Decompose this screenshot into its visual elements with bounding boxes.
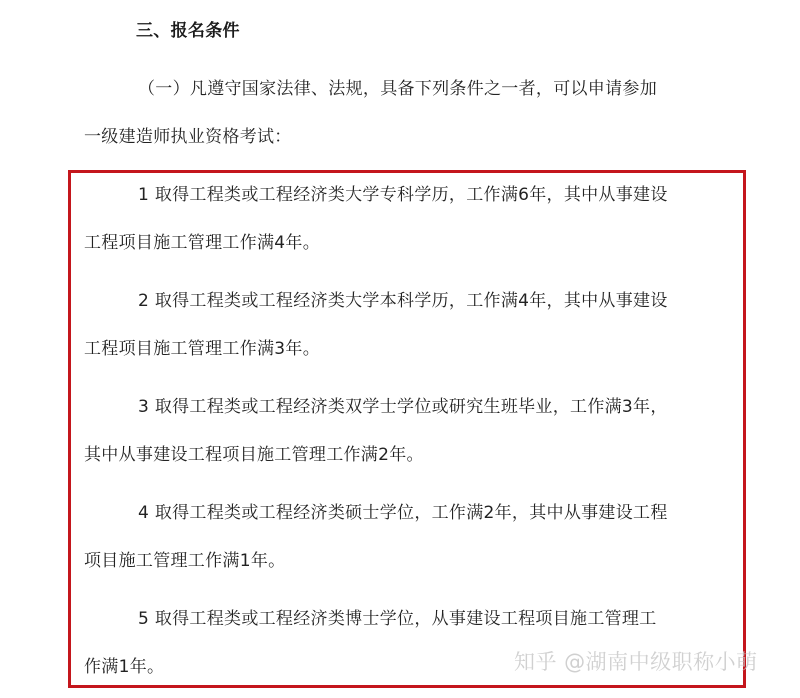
condition-1-line-2: 工程项目施工管理工作满4年。 [84, 233, 321, 253]
watermark: 知乎 @湖南中级职称小萌 [514, 650, 758, 674]
condition-1-line-1: 1 取得工程类或工程经济类大学专科学历，工作满6年，其中从事建设 [138, 185, 668, 205]
condition-2-line-2: 工程项目施工管理工作满3年。 [84, 339, 321, 359]
intro-line-1: （一）凡遵守国家法律、法规，具备下列条件之一者，可以申请参加 [138, 79, 657, 99]
condition-3-line-1: 3 取得工程类或工程经济类双学士学位或研究生班毕业，工作满3年， [138, 397, 668, 417]
condition-5-line-1: 5 取得工程类或工程经济类博士学位，从事建设工程项目施工管理工 [138, 609, 657, 629]
condition-5-line-2: 作满1年。 [84, 657, 165, 677]
intro-line-2: 一级建造师执业资格考试： [84, 127, 292, 147]
condition-4-line-2: 项目施工管理工作满1年。 [84, 551, 286, 571]
condition-4-line-1: 4 取得工程类或工程经济类硕士学位，工作满2年，其中从事建设工程 [138, 503, 668, 523]
condition-3-line-2: 其中从事建设工程项目施工管理工作满2年。 [84, 445, 424, 465]
section-heading: 三、报名条件 [136, 21, 240, 41]
condition-2-line-1: 2 取得工程类或工程经济类大学本科学历，工作满4年，其中从事建设 [138, 291, 668, 311]
